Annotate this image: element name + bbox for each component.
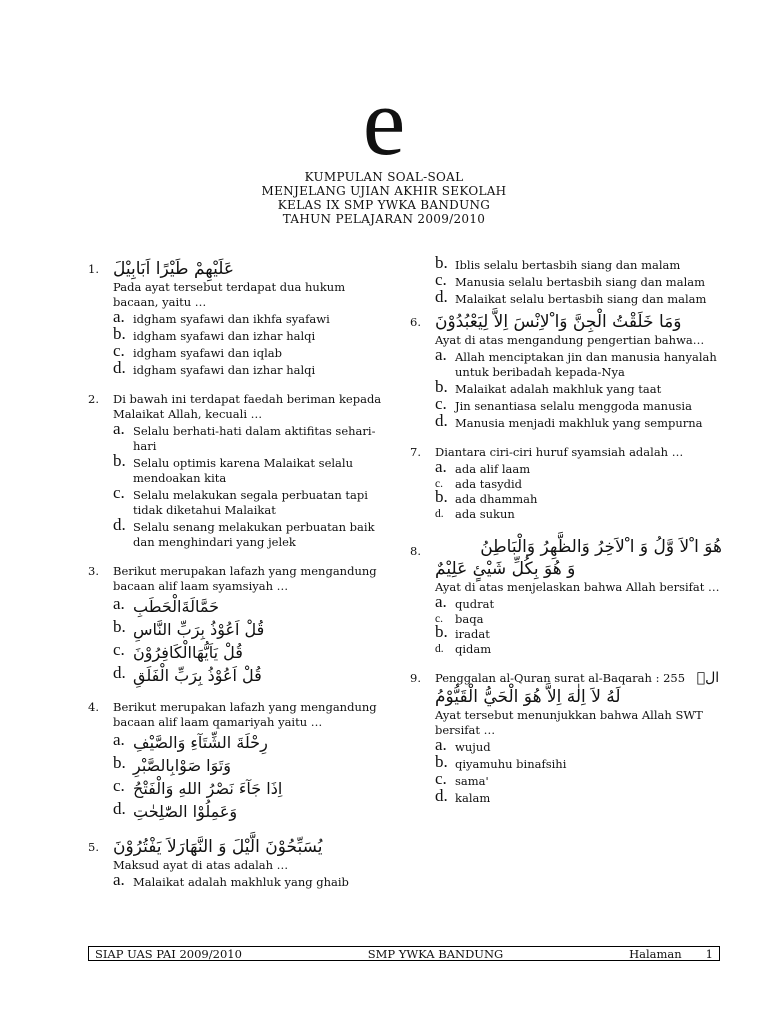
option-letter: c. [113, 483, 125, 502]
option-text: Selalu optimis karena Malaikat selalu mendoakan kita [133, 456, 353, 485]
option-c [435, 270, 722, 290]
option-c [435, 477, 593, 492]
option-letter: b. [113, 451, 126, 470]
question-stem: Penggalan al-Quran surat al-Baqarah : 255 [435, 671, 686, 685]
option-text: Selalu berhati-hati dalam aktifitas sehari-hari [133, 424, 376, 453]
option-letter: d. [113, 799, 126, 818]
option-c [113, 341, 393, 361]
option-letter: d. [435, 786, 448, 805]
option-text: qidam [455, 642, 492, 656]
option-c [435, 612, 593, 627]
option-a [435, 735, 722, 755]
question-number: 7. [410, 445, 421, 459]
option-text: Iblis selalu bertasbih siang dan malam [455, 258, 681, 272]
option-text: iradat [455, 627, 490, 641]
option-text: ada alif laam [455, 462, 531, 476]
option-text: Selalu senang melakukan perbuatan baik dan menghindari yang jelek [133, 520, 375, 549]
option-b [113, 324, 393, 344]
options-grid [435, 592, 722, 657]
footer-page [629, 947, 713, 960]
option-text: Manusia menjadi makhluk yang sempurna [455, 416, 703, 430]
option-a [113, 419, 393, 454]
arabic-verse: وَمَا خَلَقْتُ الْجِنَّ وَا ْلاِنْسَ اِلاَّ لِيَعْبُدُوْنَ [435, 312, 682, 332]
option-a [113, 732, 393, 753]
question-8 [410, 536, 722, 657]
option-text: qudrat [455, 597, 495, 611]
option-d [113, 515, 393, 550]
option-letter: b. [435, 622, 448, 641]
option-c [435, 769, 722, 789]
page-label: Halaman [629, 947, 682, 961]
option-d [113, 801, 393, 822]
option-text: idgham syafawi dan iqlab [133, 346, 282, 360]
question-5-continued [410, 253, 722, 307]
option-a [435, 592, 593, 612]
question-4 [88, 700, 393, 822]
question-stem: Ayat di atas menjelaskan bahwa Allah bersifat … [435, 580, 720, 594]
option-text: idgham syafawi dan ikhfa syafawi [133, 312, 330, 326]
option-text: wujud [455, 740, 491, 754]
question-6 [410, 311, 722, 431]
question-number: 6. [410, 315, 421, 329]
option-arabic: وَتَوَا صَوْابِالصَّبْرِ [133, 756, 232, 775]
option-text: Manusia selalu bertasbih siang dan malam [455, 275, 706, 289]
question-number: 4. [88, 700, 99, 714]
option-letter: d. [113, 358, 126, 377]
option-letter: c. [113, 341, 125, 360]
option-text: kalam [455, 791, 491, 805]
question-3 [88, 564, 393, 686]
footer-left: SIAP UAS PAI 2009/2010 [95, 947, 242, 961]
option-text: baqa [455, 612, 484, 626]
option-text: Jin senantiasa selalu menggoda manusia [455, 399, 692, 413]
option-letter: a. [113, 419, 125, 438]
page-footer [88, 946, 720, 961]
option-letter: d. [113, 663, 126, 682]
option-letter: c. [435, 270, 447, 289]
option-text: idgham syafawi dan izhar halqi [133, 363, 316, 377]
question-number: 5. [88, 840, 99, 854]
option-a [113, 870, 393, 890]
option-arabic: قُلْ اَعُوْذُ بِرَبِّ النَّاسِ [133, 620, 265, 639]
option-b [435, 377, 722, 397]
option-letter: c. [435, 394, 447, 413]
option-a [435, 345, 722, 380]
option-text: idgham syafawi dan izhar halqi [133, 329, 316, 343]
option-c [113, 642, 393, 663]
option-b [435, 253, 722, 273]
option-c [113, 483, 393, 518]
option-letter: d. [113, 515, 126, 534]
option-d [435, 642, 593, 657]
option-text: Malaikat adalah makhluk yang ghaib [133, 875, 349, 889]
option-text: Malaikat adalah makhluk yang taat [455, 382, 662, 396]
option-text: Selalu melakukan segala perbuatan tapi tidak diketahui Malaikat [133, 488, 368, 517]
option-letter: b. [435, 487, 448, 506]
option-letter: d. [435, 287, 448, 306]
option-text: ada sukun [455, 507, 515, 521]
header-line-1: KUMPULAN SOAL-SOAL [304, 170, 464, 184]
option-letter: c. [435, 478, 443, 490]
option-letter: b. [435, 752, 448, 771]
option-letter: d. [435, 508, 444, 520]
option-c [435, 394, 722, 414]
option-arabic: رِحْلَةَ الشِّتَآءِ وَالصَّيْفِ [133, 733, 268, 752]
footer-center: SMP YWKA BANDUNG [367, 947, 504, 961]
question-stem: Berikut merupakan lafazh yang mengandung bacaan alif laam qamariyah yaitu … [113, 700, 377, 729]
right-column [410, 253, 722, 820]
option-text: ada dhammah [455, 492, 538, 506]
option-b [113, 619, 393, 640]
option-d [435, 287, 722, 307]
option-b [113, 451, 393, 486]
option-d [113, 358, 393, 378]
option-letter: c. [113, 776, 125, 795]
option-letter: b. [113, 753, 126, 772]
option-d [435, 507, 593, 522]
question-stem: Ayat di atas mengandung pengertian bahwa… [435, 333, 705, 347]
option-arabic: اِذَا جَآءَ نَصْرُ اللهِ وَالْفَتْحُ [133, 779, 283, 798]
question-stem-continued: Ayat tersebut menunjukkan bahwa Allah SWT bersifat … [435, 708, 703, 737]
option-letter: c. [435, 613, 443, 625]
option-letter: d. [435, 643, 444, 655]
option-b [435, 487, 593, 507]
left-column [88, 258, 393, 904]
option-d [435, 411, 722, 431]
question-2 [88, 392, 393, 550]
option-a [113, 596, 393, 617]
question-number: 9. [410, 671, 421, 685]
question-number: 3. [88, 564, 99, 578]
question-7 [410, 445, 722, 522]
option-letter: a. [113, 870, 125, 889]
header-line-3: KELAS IX SMP YWKA BANDUNG [277, 198, 491, 212]
option-letter: a. [113, 307, 125, 326]
header-line-4: TAHUN PELAJARAN 2009/2010 [282, 212, 486, 226]
document-header [0, 170, 768, 226]
option-b [113, 755, 393, 776]
options-grid [435, 457, 722, 522]
option-letter: a. [113, 594, 125, 613]
question-stem: Pada ayat tersebut terdapat dua hukum bacaan, yaitu … [113, 280, 346, 309]
option-letter: a. [435, 735, 447, 754]
question-number: 2. [88, 392, 99, 406]
option-letter: a. [435, 457, 447, 476]
arabic-verse: عَلَيْهِمْ طَيْرًا اَبَابِيْلَ [113, 259, 234, 279]
header-line-2: MENJELANG UJIAN AKHIR SEKOLAH [261, 184, 507, 198]
option-letter: d. [435, 411, 448, 430]
option-b [435, 752, 722, 772]
option-d [435, 786, 722, 806]
option-d [113, 665, 393, 686]
option-b [435, 622, 593, 642]
option-letter: a. [113, 730, 125, 749]
logo: e [362, 68, 406, 175]
option-text: sama' [455, 774, 489, 788]
option-arabic: قُلْ اَعُوْذُ بِرَبِّ الْفَلَقِ [133, 666, 262, 685]
arabic-verse: يُسَبِّحُوْنَ الَّيْلَ وَ النَّهَارَلاَ يَفْتُرُوْنَ [113, 837, 323, 857]
question-stem: Berikut merupakan lafazh yang mengandung bacaan alif laam syamsiyah … [113, 564, 377, 593]
option-letter: c. [113, 640, 125, 659]
option-letter: b. [435, 377, 448, 396]
question-stem: Di bawah ini terdapat faedah beriman kepada Malaikat Allah, kecuali … [113, 392, 382, 421]
option-letter: b. [113, 324, 126, 343]
arabic-verse: لَهُ لاَ اِلٰهَ اِلاَّ هُوَ الْحَيُّ الْقَيُّوْمُ [435, 687, 621, 707]
option-letter: b. [113, 617, 126, 636]
option-arabic: قُلْ يَاَيُّهَاالْكَافِرُوْنَ [133, 643, 243, 662]
option-text: Malaikat selalu bertasbih siang dan malam [455, 292, 707, 306]
option-arabic: وَعَمِلُوْا الصّٰلِحٰتِ [133, 802, 238, 821]
option-a [113, 307, 393, 327]
verse-mark: الۤ [696, 670, 720, 686]
question-9 [410, 671, 722, 806]
option-a [435, 457, 593, 477]
question-1 [88, 258, 393, 378]
question-stem: Diantara ciri-ciri huruf syamsiah adalah … [435, 445, 684, 459]
question-5 [88, 836, 393, 890]
question-number: 8. [410, 544, 421, 558]
question-stem: Maksud ayat di atas adalah … [113, 858, 289, 872]
question-number: 1. [88, 262, 99, 276]
arabic-verse-line-2: وَ هُوَ بِكُلِّ شَيْئٍ عَلِيْمٌ [435, 559, 576, 579]
option-arabic: حَمَّالَةَالْحَطَبِ [133, 597, 219, 616]
page-number: 1 [705, 947, 713, 961]
option-text: qiyamuhu binafsihi [455, 757, 567, 771]
option-letter: b. [435, 253, 448, 272]
option-letter: a. [435, 345, 447, 364]
option-text: ada tasydid [455, 477, 523, 491]
option-text: Allah menciptakan jin dan manusia hanyalah untuk beribadah kepada-Nya [455, 350, 717, 379]
option-c [113, 778, 393, 799]
option-letter: c. [435, 769, 447, 788]
option-letter: a. [435, 592, 447, 611]
arabic-verse-line-1: هُوَ ا ْلاَ وَّلُ وَ ا ْلاَخِرُ وَالظَّهِرُ وَالْبَاطِنُ [480, 537, 722, 557]
